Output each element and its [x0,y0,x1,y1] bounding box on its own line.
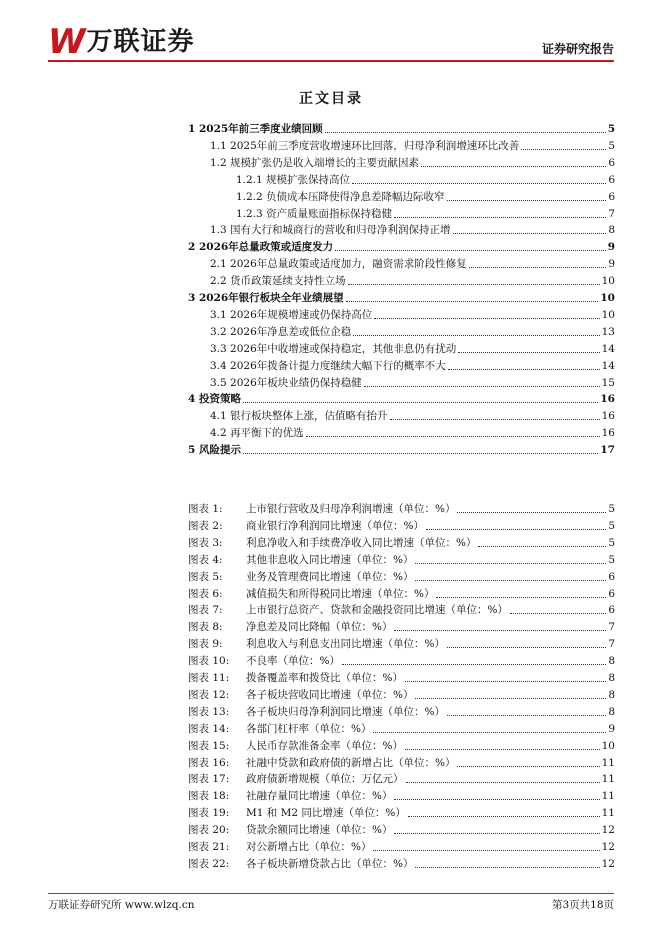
toc-entry[interactable] [210,155,615,171]
figure-page: 11 [601,773,615,786]
figure-title: 人民币存款准备金率（单位：%） [246,739,403,752]
toc-entry[interactable] [210,307,615,323]
figure-label: 图表 6: [188,587,223,600]
dot-leader [447,647,606,648]
toc-entry[interactable] [210,273,615,289]
figure-page: 10 [601,739,615,752]
figure-label: 图表 9: [188,638,223,651]
figure-entry[interactable] [188,822,615,838]
figure-entry[interactable] [188,704,615,720]
figure-label: 图表 19: [188,807,230,820]
dot-leader [408,816,600,817]
dot-leader [469,267,607,268]
dot-leader [342,664,606,665]
toc-title: 正文目录 [299,91,363,107]
figure-page: 11 [601,756,615,769]
dot-leader [521,149,606,150]
dot-leader [426,529,606,530]
figure-title: 利息净收入和手续费净收入同比增速（单位：%） [246,536,477,549]
figure-entry[interactable] [188,535,615,551]
figure-page: 11 [601,807,615,820]
figure-page: 7 [608,638,615,651]
toc-entry-page: 5 [607,123,615,135]
page-number: 第3页共18页 [551,899,614,911]
figure-label: 图表 16: [188,756,230,769]
figure-page: 8 [608,705,615,718]
report-type: 证券研究报告 [541,42,614,56]
figure-label: 图表 5: [188,570,223,583]
toc-entry-title: 1.2.2 负债成本压降使得净息差降幅边际收窄 [236,190,445,203]
figure-page: 9 [608,722,615,735]
figure-label: 图表 8: [188,621,223,634]
toc-entry[interactable] [210,138,615,154]
figure-label: 图表 10: [188,655,230,668]
toc-entry-title: 3.2 2026年净息差或低位企稳 [210,325,352,338]
toc-entry-title: 3.5 2026年板块业绩仍保持稳健 [210,376,362,389]
toc-entry-page: 16 [601,427,615,440]
toc-entry[interactable] [210,324,615,340]
figure-label: 图表 15: [188,739,230,752]
dot-leader [415,580,606,581]
figure-entry[interactable] [188,721,615,737]
toc-entry-page: 5 [608,139,615,152]
figure-label: 图表 2: [188,519,223,532]
dot-leader [457,766,599,767]
dot-leader [335,250,606,251]
toc-entry-page: 6 [608,190,615,203]
footer-source: 万联证券研究所 www.wlzq.cn [48,899,195,911]
dot-leader [325,132,606,133]
figure-title: M1 和 M2 同比增速（单位：%） [246,807,406,820]
figure-entry[interactable] [188,569,615,585]
figure-page: 5 [608,553,615,566]
figure-page: 5 [608,519,615,532]
logo-text: 万联证券 [86,27,195,57]
figure-label: 图表 21: [188,841,230,853]
toc-entry-title: 3.3 2026年中收增速或保持稳定，其他非息仍有扰动 [210,342,457,355]
dot-leader [394,833,599,834]
figure-label: 图表 20: [188,824,230,837]
figure-entry[interactable] [188,619,615,635]
figure-entry[interactable] [188,755,615,771]
toc-entry-title: 1 2025年前三季度业绩回顾 [188,123,323,135]
figure-title: 业务及管理费同比增速（单位：%） [246,570,414,583]
figure-title: 利息收入与利息支出同比增速（单位：%） [246,638,445,651]
figure-entry[interactable] [188,653,615,669]
figure-page: 6 [608,587,615,600]
figure-title: 政府债新增规模（单位：万亿元） [246,773,404,786]
toc-entry-title: 1.1 2025年前三季度营收增速环比回落，归母净利润增速环比改善 [210,139,520,152]
toc-entry-page: 9 [608,258,615,271]
figure-page: 5 [608,503,615,515]
dot-leader [373,850,599,851]
dot-leader [390,419,600,420]
figure-label: 图表 22: [188,857,230,870]
figure-entry[interactable] [188,687,615,703]
figure-title: 净息差及同比降幅（单位：%） [246,621,393,634]
footer-rule [48,893,614,894]
dot-leader [394,217,606,218]
figure-page: 12 [601,857,615,870]
toc-entry[interactable] [188,391,615,407]
figure-entry[interactable] [188,586,615,602]
dot-leader [353,335,599,336]
figure-label: 图表 14: [188,722,230,735]
figure-entry[interactable] [188,856,615,872]
dot-leader [406,782,600,783]
figure-label: 图表 3: [188,536,223,549]
dot-leader [346,301,599,302]
dot-leader [447,200,607,201]
toc-entry-title: 4 投资策略 [188,393,241,406]
dot-leader [436,597,606,598]
logo-mark: W [48,22,83,62]
figure-title: 社融存量同比增速（单位：%） [246,790,393,803]
toc-entry-page: 10 [601,275,615,288]
figure-title: 贷款余额同比增速（单位：%） [246,824,393,837]
dot-leader [374,318,599,319]
toc-entry[interactable] [210,341,615,357]
toc-entry-page: 14 [601,359,615,372]
toc-entry[interactable] [188,121,615,137]
figure-entry[interactable] [188,788,615,804]
figure-entry[interactable] [188,518,615,534]
figure-title: 其他非息收入同比增速（单位：%） [246,553,414,566]
toc-entry-title: 1.2 规模扩张仍是收入端增长的主要贡献因素 [210,156,420,169]
toc-entry[interactable] [210,256,615,272]
figure-entry[interactable] [188,552,615,568]
toc-entry[interactable] [210,222,615,238]
figure-title: 各子板块营收同比增速（单位：%） [246,688,414,701]
dot-leader [394,799,599,800]
figure-label: 图表 17: [188,773,230,786]
figure-page: 6 [608,570,615,583]
dot-leader [478,546,606,547]
dot-leader [453,233,607,234]
dot-leader [243,402,598,403]
figure-page: 5 [608,536,615,549]
dot-leader [457,512,606,513]
figure-entry[interactable] [188,501,615,517]
figure-title: 商业银行净利润同比增速（单位：%） [246,519,424,532]
figure-title: 减值损失和所得税同比增速（单位：%） [246,587,435,600]
dot-leader [405,681,606,682]
toc-entry-page: 10 [600,292,615,304]
toc-entry-page: 7 [608,207,615,220]
toc-entry[interactable] [188,290,615,306]
figure-page: 6 [608,604,615,617]
dot-leader [510,613,606,614]
toc-entry-title: 2.1 2026年总量政策或适度加力，融资需求阶段性修复 [210,258,467,271]
figure-label: 图表 11: [188,672,230,684]
figure-title: 社融中贷款和政府债的新增占比（单位：%） [246,756,456,769]
toc-entry-page: 10 [601,308,615,321]
dot-leader [447,715,606,716]
toc-entry[interactable] [188,442,615,458]
toc-entry-title: 3.1 2026年规模增速或仍保持高位 [210,308,373,321]
figure-entry[interactable] [188,670,615,686]
figure-title: 上市银行总资产、贷款和金融投资同比增速（单位：%） [246,604,508,617]
figure-page: 7 [608,621,615,634]
toc-entry-title: 3 2026年银行板块全年业绩展望 [188,292,344,304]
toc-entry-title: 1.3 国有大行和城商行的营收和归母净利润保持正增 [210,224,451,237]
dot-leader [448,369,600,370]
company-logo [48,24,195,60]
figure-entry[interactable] [188,839,615,855]
toc-entry-page: 16 [601,410,615,423]
dot-leader [373,732,606,733]
toc-entry-page: 14 [601,342,615,355]
toc-entry[interactable] [236,172,615,188]
toc-entry-page: 8 [608,224,615,237]
dot-leader [415,698,606,699]
figure-page: 12 [601,824,615,837]
figure-title: 拨备覆盖率和拨贷比（单位：%） [246,672,403,684]
header-rule [48,60,614,62]
toc-entry-page: 9 [607,241,615,254]
figure-label: 图表 18: [188,790,230,803]
figure-entry[interactable] [188,771,615,787]
toc-entry[interactable] [210,408,615,424]
figure-title: 各子板块新增贷款占比（单位：%） [246,857,414,870]
toc-entry-page: 16 [600,393,615,406]
toc-entry-title: 2.2 货币政策延续支持性立场 [210,275,346,288]
figure-title: 各子板块归母净利润同比增速（单位：%） [246,705,445,718]
dot-leader [243,453,598,454]
figure-page: 11 [601,790,615,803]
figure-page: 8 [608,688,615,701]
dot-leader [415,867,599,868]
dot-leader [364,386,600,387]
figure-page: 8 [608,672,615,684]
figure-page: 8 [608,655,615,668]
toc-entry[interactable] [236,206,615,222]
toc-entry-page: 6 [608,173,615,186]
dot-leader [458,352,599,353]
dot-leader [415,563,606,564]
toc-entry-page: 15 [601,376,615,389]
dot-leader [405,749,600,750]
toc-entry[interactable] [236,189,615,205]
toc-entry-title: 1.2.3 资产质量账面指标保持稳健 [236,207,393,220]
dot-leader [352,183,606,184]
toc-entry-page: 6 [608,156,615,169]
figure-entry[interactable] [188,636,615,652]
figure-title: 对公新增占比（单位：%） [246,841,372,853]
toc-entry-title: 5 风险提示 [188,444,241,457]
figure-page: 12 [601,841,615,853]
toc-entry-title: 3.4 2026年拨备计提力度继续大幅下行的概率不大 [210,359,446,372]
figure-entry[interactable] [188,602,615,618]
toc-entry-title: 4.1 银行板块整体上涨，估值略有抬升 [210,410,388,423]
toc-entry[interactable] [188,239,615,255]
figure-title: 上市银行营收及归母净利润增速（单位：%） [246,503,456,515]
toc-entry-title: 1.2.1 规模扩张保持高位 [236,173,351,186]
toc-entry-title: 4.2 再平衡下的优选 [210,427,304,440]
figure-label: 图表 1: [188,503,223,515]
dot-leader [394,630,606,631]
figure-label: 图表 12: [188,688,230,701]
figure-entry[interactable] [188,805,615,821]
toc-entry-page: 13 [601,325,615,338]
dot-leader [306,436,600,437]
figure-label: 图表 13: [188,705,230,718]
toc-entry-title: 2 2026年总量政策或适度发力 [188,241,334,254]
figure-entry[interactable] [188,738,615,754]
toc-entry-page: 17 [600,444,615,457]
figure-label: 图表 4: [188,553,223,566]
figure-title: 各部门杠杆率（单位：%） [246,722,372,735]
toc-entry[interactable] [210,425,615,441]
dot-leader [348,284,600,285]
toc-entry[interactable] [210,358,615,374]
figure-label: 图表 7: [188,604,223,617]
figure-title: 不良率（单位：%） [246,655,340,668]
toc-entry[interactable] [210,375,615,391]
dot-leader [421,166,606,167]
